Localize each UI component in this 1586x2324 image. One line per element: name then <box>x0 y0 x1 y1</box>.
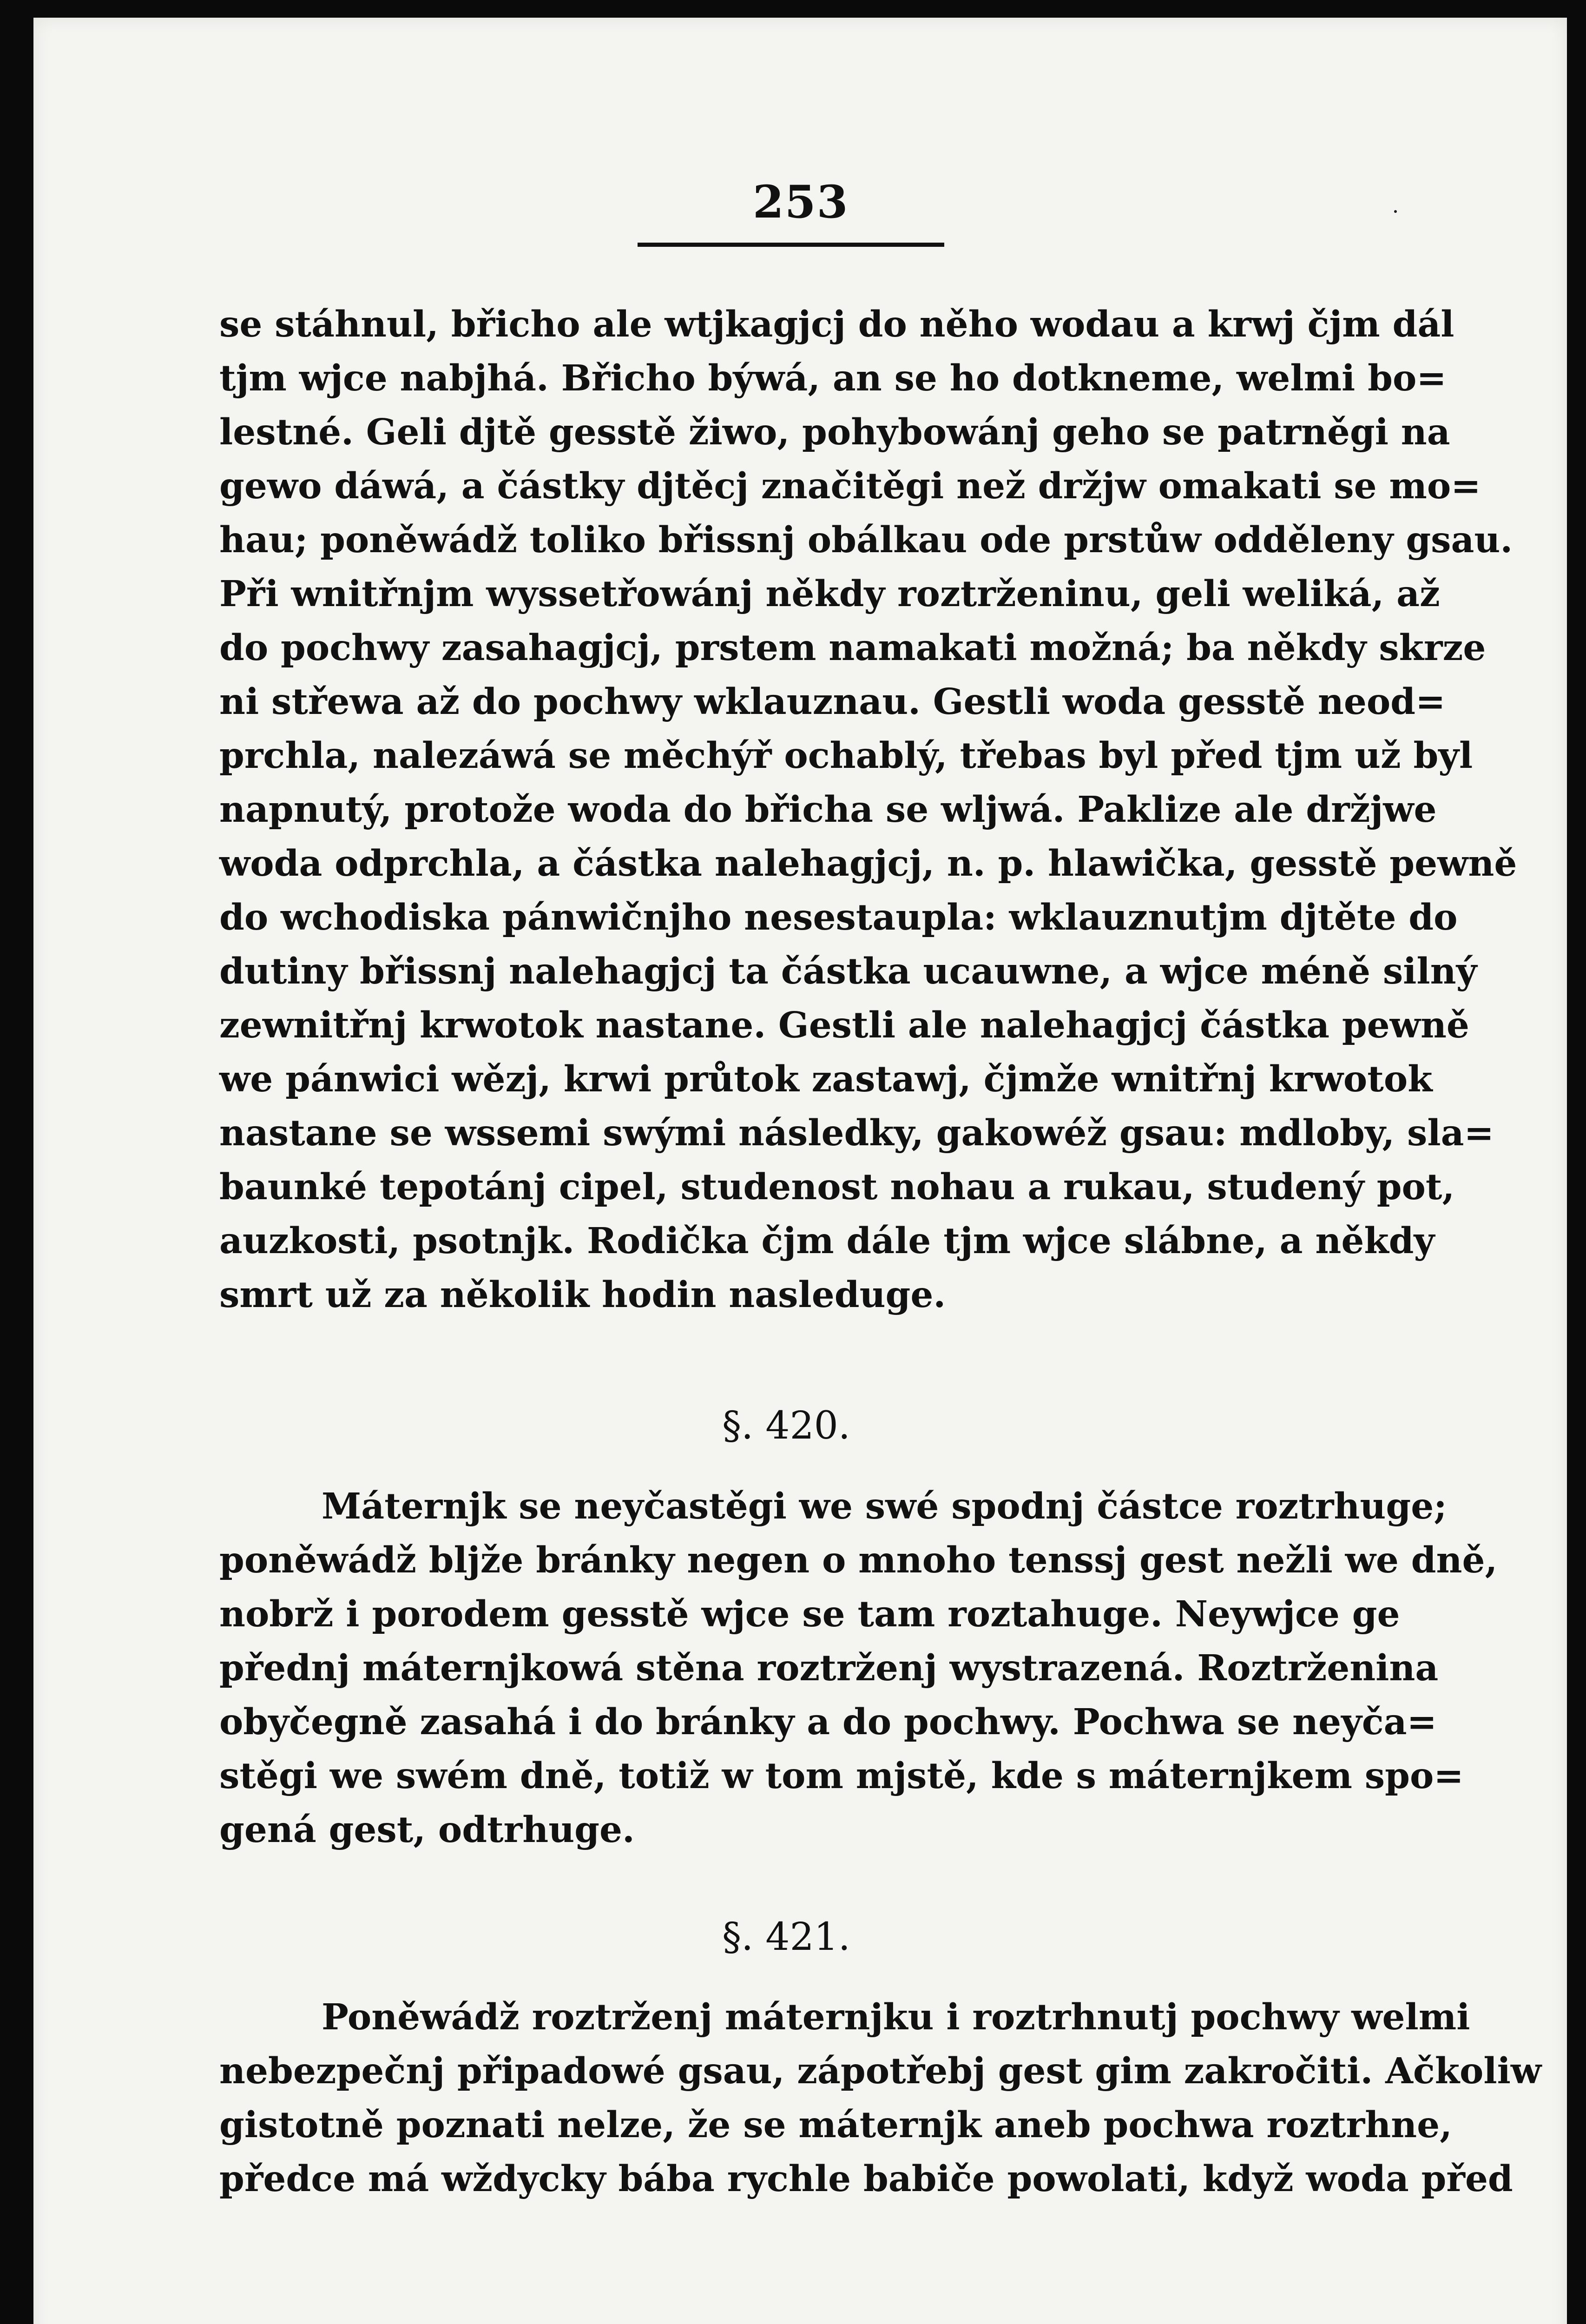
text-line: nebezpečnj připadowé gsau, zápotřebj gest gim zakročiti. Ačkoliw <box>219 2050 1542 2092</box>
section-421-body <box>219 1990 1542 2206</box>
print-speck <box>1394 210 1397 213</box>
text-line: auzkosti, psotnjk. Rodička čjm dále tjm wjce slábne, a někdy <box>219 1220 1435 1262</box>
text-line: prchla, nalezáwá se měchýř ochablý, třebas byl před tjm už byl <box>219 735 1473 777</box>
text-line: se stáhnul, břicho ale wtjkagjcj do něho wodau a krwj čjm dál <box>219 304 1454 345</box>
text-line: gená gest, odtrhuge. <box>219 1809 635 1851</box>
text-line: smrt už za několik hodin nasleduge. <box>219 1274 946 1316</box>
text-line: nobrž i porodem gesstě wjce se tam roztahuge. Neywjce ge <box>219 1593 1400 1635</box>
text-line: Máternjk se neyčastěgi we swé spodnj částce roztrhuge; <box>322 1486 1447 1527</box>
text-line: woda odprchla, a částka nalehagjcj, n. p. hlawička, gesstě pewně <box>219 843 1517 885</box>
text-line: stěgi we swém dně, totiž w tom mjstě, kde s máternjkem spo= <box>219 1755 1464 1797</box>
text-line: obyčegně zasahá i do bránky a do pochwy. Pochwa se neyča= <box>219 1701 1437 1743</box>
text-line: gewo dáwá, a částky djtěcj značitěgi než držjw omakati se mo= <box>219 465 1481 507</box>
paragraph-continued <box>219 297 1517 1322</box>
section-420-body <box>219 1479 1498 1857</box>
text-line: baunké tepotánj cipel, studenost nohau a rukau, studený pot, <box>219 1166 1455 1208</box>
text-line: Poněwádž roztrženj máternjku i roztrhnutj pochwy welmi <box>322 1996 1470 2038</box>
text-line: do wchodiska pánwičnjho nesestaupla: wklauznutjm djtěte do <box>219 897 1458 938</box>
text-line: zewnitřnj krwotok nastane. Gestli ale nalehagjcj částka pewně <box>219 1004 1469 1046</box>
page-number: 253 <box>753 176 849 228</box>
text-line: lestné. Geli djtě gesstě žiwo, pohybowánj geho se patrněgi na <box>219 411 1450 453</box>
text-line: přednj máternjkowá stěna roztrženj wystrazená. Roztrženina <box>219 1647 1439 1689</box>
text-line: tjm wjce nabjhá. Břicho býwá, an se ho dotkneme, welmi bo= <box>219 357 1447 399</box>
text-line: hau; poněwádž toliko břissnj obálkau ode prstůw odděleny gsau. <box>219 519 1513 561</box>
text-line: we pánwici wězj, krwi průtok zastawj, čjmže wnitřnj krwotok <box>219 1058 1433 1100</box>
section-heading-421: §. 421. <box>722 1915 850 1959</box>
text-line: předce má wždycky bába rychle babiče powolati, když woda před <box>219 2158 1513 2200</box>
section-heading-420: §. 420. <box>722 1404 850 1448</box>
text-line: poněwádž bljže bránky negen o mnoho tenssj gest nežli we dně, <box>219 1539 1498 1581</box>
text-line: ni střewa až do pochwy wklauznau. Gestli woda gesstě neod= <box>219 681 1446 723</box>
text-line: do pochwy zasahagjcj, prstem namakati možná; ba někdy skrze <box>219 627 1486 669</box>
text-line: dutiny břissnj nalehagjcj ta částka ucauwne, a wjce méně silný <box>219 951 1477 992</box>
text-line: napnutý, protože woda do břicha se wljwá. Paklize ale držjwe <box>219 789 1437 831</box>
header-rule <box>638 243 944 247</box>
text-line: nastane se wssemi swými následky, gakowéž gsau: mdloby, sla= <box>219 1112 1494 1154</box>
text-line: gistotně poznati nelze, že se máternjk aneb pochwa roztrhne, <box>219 2104 1452 2146</box>
text-line: Při wnitřnjm wyssetřowánj někdy roztrženinu, geli weliká, až <box>219 573 1440 615</box>
